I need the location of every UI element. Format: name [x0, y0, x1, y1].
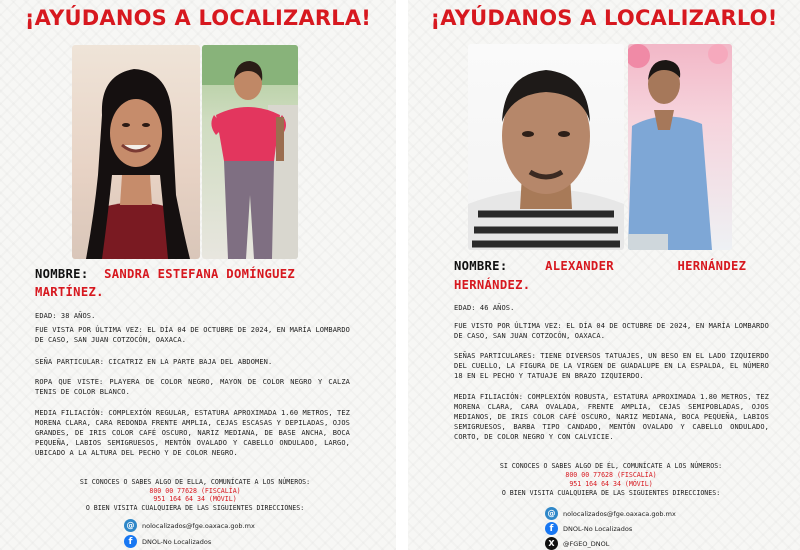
missing-person-portrait: [468, 44, 624, 250]
poster-headline: ¡AYÚDANOS A LOCALIZARLA!: [24, 6, 372, 30]
particular-signs-field: SEÑAS PARTICULARES: TIENE DIVERSOS TATUAJES, UN BESO EN EL LADO IZQUIERDO DEL CUELLO, LA FIGURA DE LA VIRGEN DE GUADALUPE EN LA ESPALDA, EL NÚMERO 18 EN EL PECHO Y TATUAJE EN BRAZO IZQUIERDO.: [454, 352, 769, 380]
phone-fiscalia: 800 00 77628 (FISCALÍA): [149, 487, 241, 495]
age-field: EDAD: 46 AÑOS.: [454, 304, 515, 312]
mail-icon: @: [124, 519, 137, 532]
last-seen-field: FUE VISTO POR ÚLTIMA VEZ: EL DÍA 04 DE OCTUBRE DE 2024, EN MARÍA LOMBARDO DE CASO, SAN JUAN COTZOCÓN, OAXACA.: [454, 322, 769, 340]
age-field: EDAD: 38 AÑOS.: [35, 312, 96, 320]
x-handle-text: @FGEO_DNOL: [563, 539, 610, 548]
email-text: nolocalizados@fge.oaxaca.gob.mx: [563, 509, 676, 518]
missing-person-fullbody-photo: [628, 44, 732, 250]
phone-mobile: 951 164 64 34 (MÓVIL): [569, 480, 653, 488]
visit-prompt: O BIEN VISITA CUALQUIERA DE LAS SIGUIENTES DIRECCIONES:: [85, 504, 305, 512]
x-icon: X: [545, 537, 558, 550]
name-line-1: [454, 257, 746, 275]
email-text: nolocalizados@fge.oaxaca.gob.mx: [142, 521, 255, 530]
facebook-contact[interactable]: [124, 535, 211, 548]
name-line-1: [35, 265, 295, 283]
person-name: ALEXANDER: [545, 259, 614, 273]
person-surname-1: HERNÁNDEZ: [677, 259, 747, 273]
visit-prompt: O BIEN VISITA CUALQUIERA DE LAS SIGUIENTES DIRECCIONES:: [501, 489, 721, 497]
description-field: MEDIA FILIACIÓN: COMPLEXIÓN ROBUSTA, ESTATURA APROXIMADA 1.80 METROS, TEZ MORENA CLARA, CARA OVALADA, FRENTE AMPLIA, CEJAS SEMIPOBLADAS, OJOS MEDIANOS, DE IRIS COLOR CAFÉ OSCURO, NARIZ MEDIANA, BOCA PEQUEÑA, LABIOS SEMIGRUESOS, BARBA TIPO CANDADO, MENTÓN OVALADO Y CABELLO ONDULADO, CORTO, DE COLOR NEGRO Y CON CALVICIE.: [454, 393, 769, 441]
phone-mobile: 951 164 64 34 (MÓVIL): [153, 495, 237, 503]
clothing-field: ROPA QUE VISTE: PLAYERA DE COLOR NEGRO, MAYON DE COLOR NEGRO Y CALZA TENIS DE COLOR BLANCO.: [35, 378, 350, 396]
name-line-2: [35, 283, 104, 301]
name-label: NOMBRE:: [454, 259, 508, 273]
facebook-contact[interactable]: [545, 522, 632, 535]
facebook-text: DNOL-No Localizados: [563, 524, 633, 533]
email-contact[interactable]: [124, 519, 255, 532]
missing-poster-left: [0, 0, 396, 550]
name-label: NOMBRE:: [35, 267, 89, 281]
missing-person-fullbody-photo: [202, 45, 298, 259]
facebook-icon: f: [124, 535, 137, 548]
contact-prompt: SI CONOCES O SABES ALGO DE ÉL, COMUNÍCATE A LOS NÚMEROS:: [499, 462, 723, 470]
name-line-2: [454, 276, 530, 294]
particular-signs-field: SEÑA PARTICULAR: CICATRIZ EN LA PARTE BAJA DEL ABDOMEN.: [35, 358, 273, 366]
poster-headline: ¡AYÚDANOS A LOCALIZARLO!: [430, 6, 778, 30]
phone-fiscalia: 800 00 77628 (FISCALÍA): [565, 471, 657, 479]
person-surname: MARTÍNEZ.: [35, 285, 104, 299]
facebook-text: DNOL-No Localizados: [142, 537, 212, 546]
contact-prompt: SI CONOCES O SABES ALGO DE ELLA, COMUNÍCATE A LOS NÚMEROS:: [79, 478, 311, 486]
x-contact[interactable]: [545, 537, 609, 550]
mail-icon: @: [545, 507, 558, 520]
email-contact[interactable]: [545, 507, 676, 520]
last-seen-field: FUE VISTA POR ÚLTIMA VEZ: EL DÍA 04 DE OCTUBRE DE 2024, EN MARÍA LOMBARDO DE CASO, SAN JUAN COTZOCÓN, OAXACA.: [35, 326, 350, 344]
description-field: MEDIA FILIACIÓN: COMPLEXIÓN REGULAR, ESTATURA APROXIMADA 1.60 METROS, TEZ MORENA CLARA, CARA REDONDA FRENTE AMPLIA, CEJAS ESCASAS Y DEPILADAS, OJOS GRANDES, DE IRIS COLOR CAFÉ OSCURO, NARIZ MEDIANA, DE BASE ANCHA, BOCA PEQUEÑA, LABIOS SEMIGRUESOS, MENTÓN OVALADO Y CABELLO ONDULADO, LARGO, UBICADO A LA ALTURA DEL PECHO Y DE COLOR NEGRO.: [35, 409, 350, 457]
missing-person-portrait: [72, 45, 200, 259]
person-name: SANDRA ESTEFANA DOMÍNGUEZ: [104, 267, 296, 281]
person-surname-2: HERNÁNDEZ.: [454, 278, 531, 292]
poster-divider: [396, 0, 408, 550]
facebook-icon: f: [545, 522, 558, 535]
